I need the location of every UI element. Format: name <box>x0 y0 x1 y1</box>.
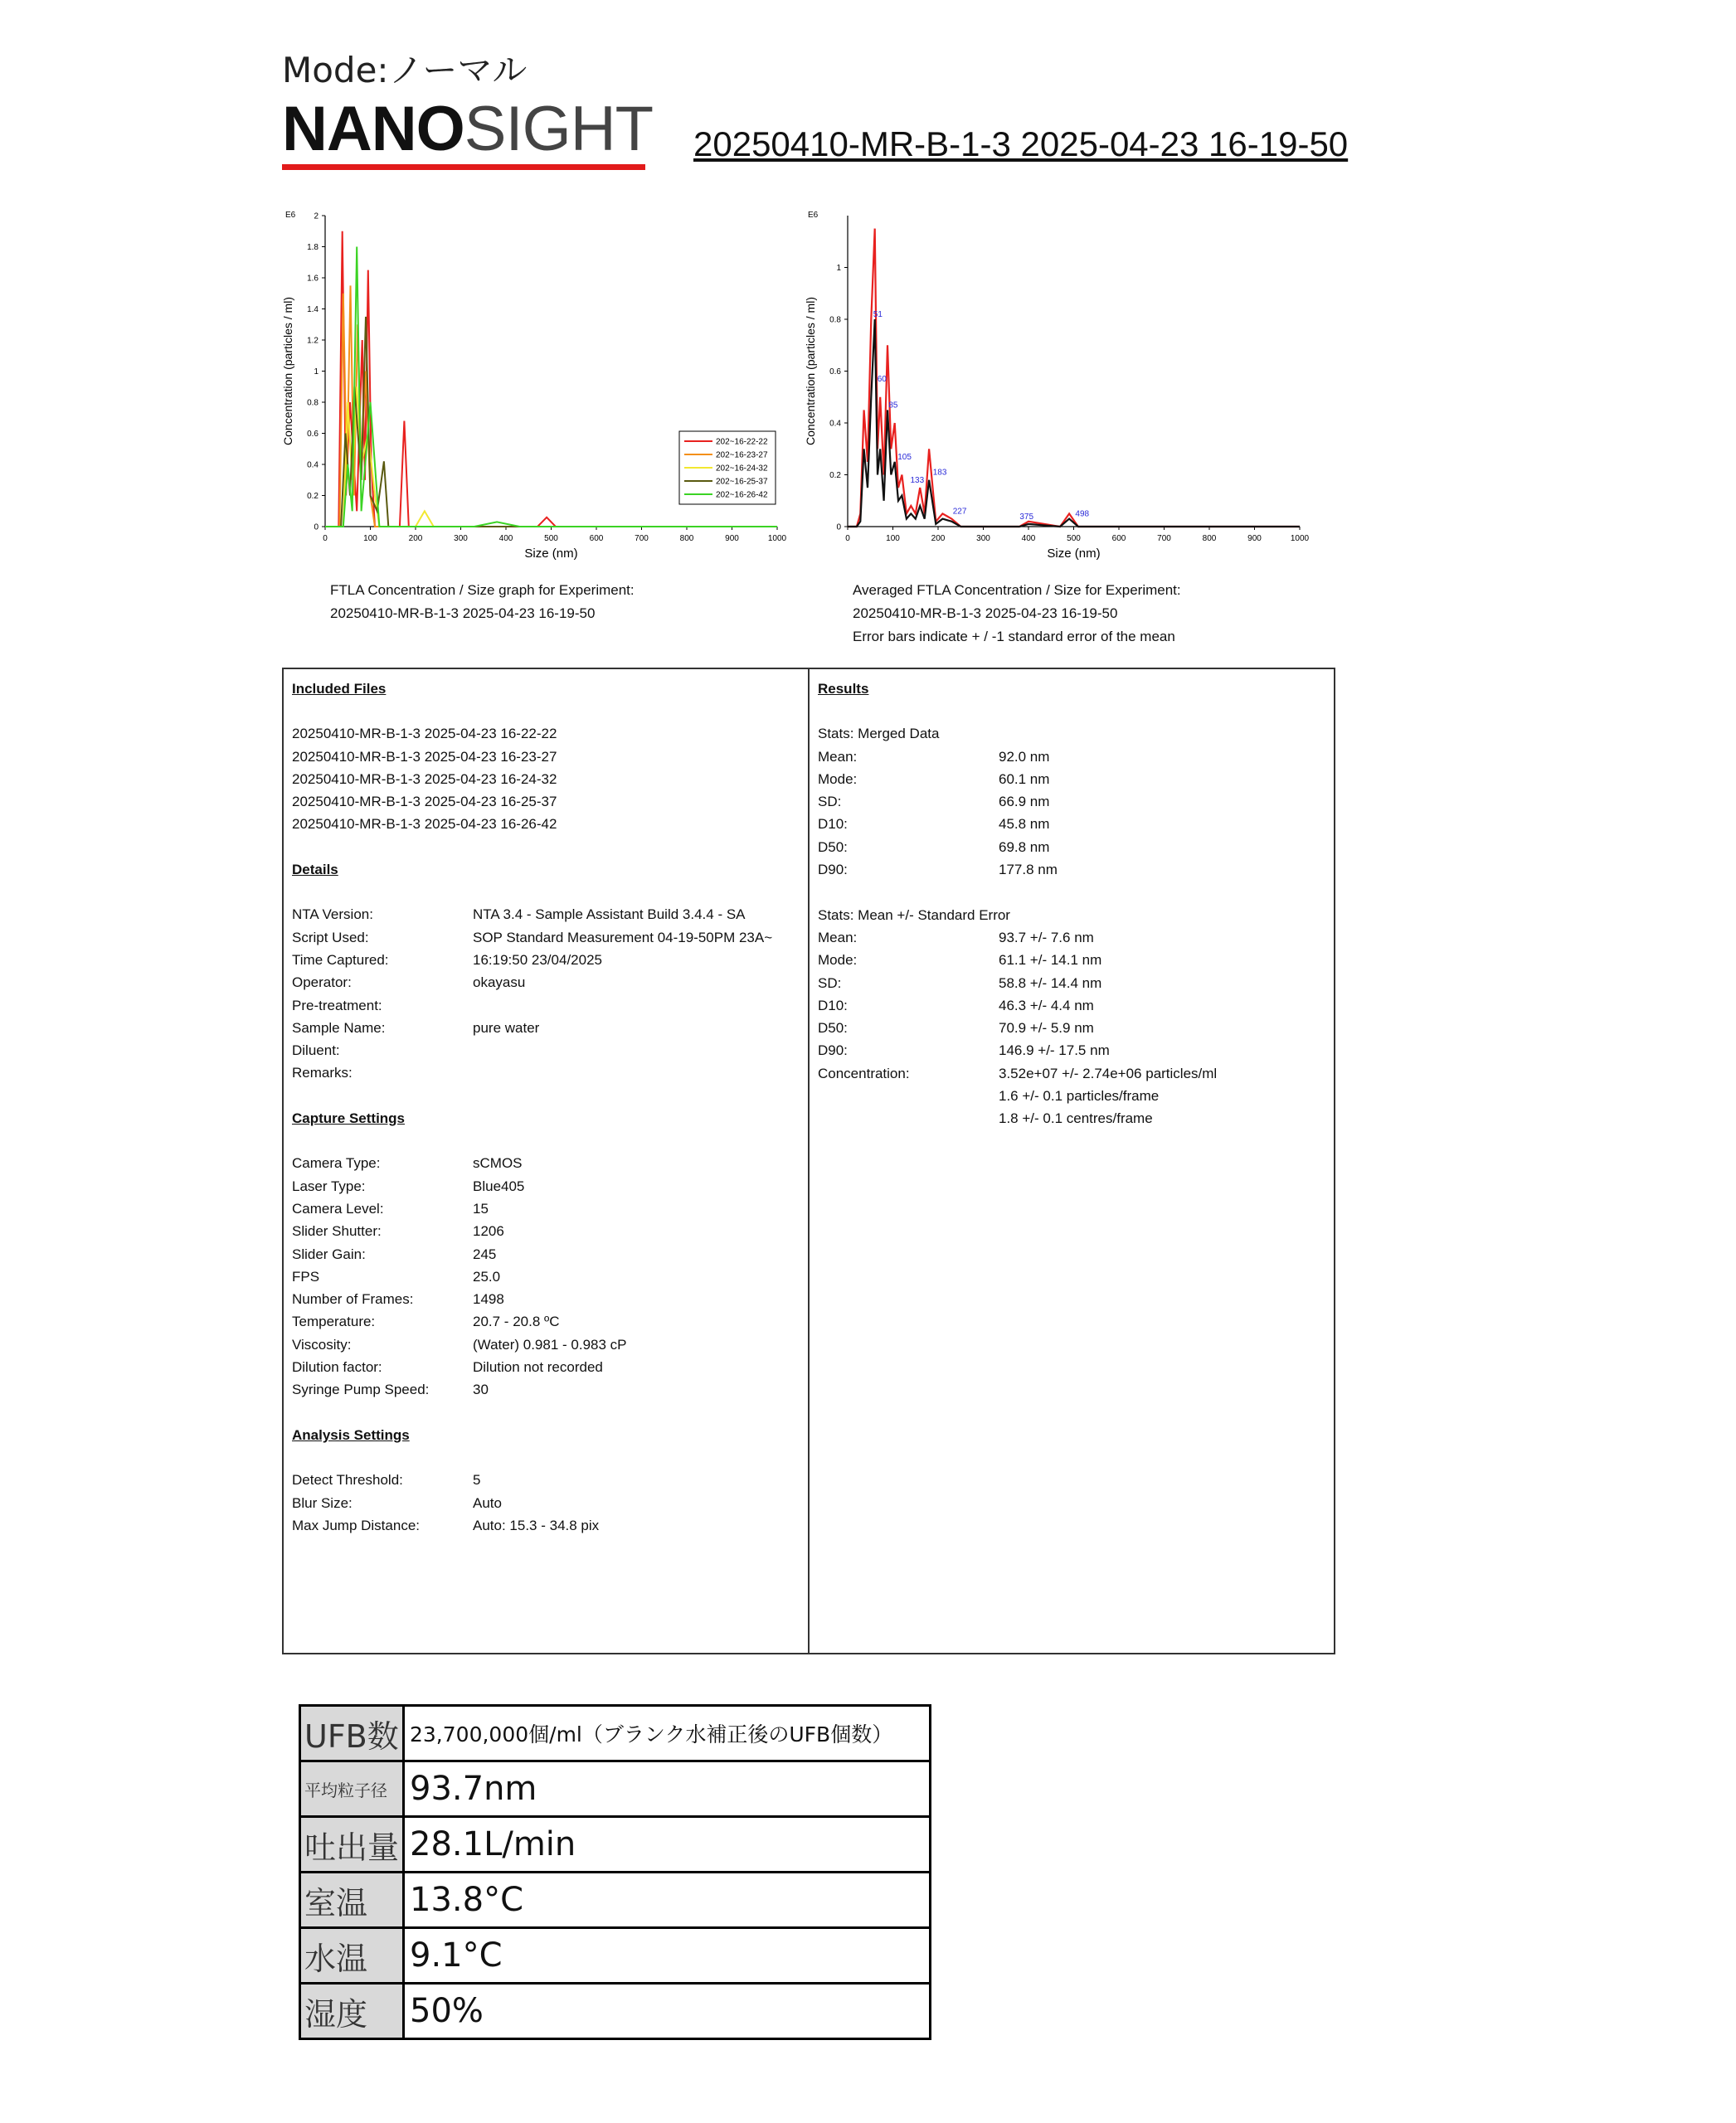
summary-row <box>300 1984 931 2039</box>
summary-value: 9.1°C <box>404 1928 931 1984</box>
info-value: 60.1 nm <box>999 770 1050 787</box>
summary-label: 平均粒子径 <box>300 1761 404 1817</box>
y-tick-label: 0 <box>314 522 319 532</box>
x-tick-label: 400 <box>1021 534 1036 543</box>
x-tick-label: 700 <box>1157 534 1171 543</box>
mse-stats-label: Stats: Mean +/- Standard Error <box>818 906 1010 923</box>
info-key: Remarks: <box>292 1065 353 1081</box>
legend-entry: 202~16-23-27 <box>716 450 768 460</box>
info-row <box>292 1220 798 1242</box>
info-key: D90: <box>818 862 848 878</box>
left-info-column <box>292 678 798 1537</box>
info-row <box>818 768 1324 790</box>
x-tick-label: 1000 <box>767 534 787 543</box>
info-key: Temperature: <box>292 1314 376 1330</box>
info-value: 46.3 +/- 4.4 nm <box>999 997 1094 1013</box>
right-caption-line: Averaged FTLA Concentration / Size for Experiment: <box>853 582 1181 598</box>
info-value: 61.1 +/- 14.1 nm <box>999 952 1102 969</box>
summary-label: 湿度 <box>300 1984 404 2039</box>
x-tick-label: 900 <box>725 534 739 543</box>
included-file: 20250410-MR-B-1-3 2025-04-23 16-25-37 <box>292 794 557 810</box>
y-tick-label: 0.8 <box>307 398 319 408</box>
info-key: FPS <box>292 1268 320 1285</box>
info-key: Sample Name: <box>292 1019 386 1036</box>
legend-entry: 202~16-24-32 <box>716 464 768 474</box>
series-line <box>848 319 1300 527</box>
peak-annotation: 227 <box>952 507 967 517</box>
peak-annotation: 183 <box>932 468 947 478</box>
info-value: 177.8 nm <box>999 862 1058 878</box>
y-axis-label: Concentration (particles / ml) <box>804 297 817 445</box>
left-chart-caption <box>330 579 635 625</box>
x-tick-label: 0 <box>845 534 850 543</box>
right-caption-line: Error bars indicate + / -1 standard error of the mean <box>853 629 1175 644</box>
info-row <box>292 1266 798 1288</box>
info-key: Laser Type: <box>292 1178 366 1194</box>
info-value: sCMOS <box>473 1155 523 1172</box>
info-key: Slider Gain: <box>292 1246 366 1262</box>
info-row <box>292 1175 798 1198</box>
info-key: Syringe Pump Speed: <box>292 1382 430 1398</box>
x-tick-label: 800 <box>679 534 694 543</box>
left-caption-line: FTLA Concentration / Size graph for Experiment: <box>330 582 635 598</box>
capture-settings-title: Capture Settings <box>292 1110 406 1127</box>
x-tick-label: 800 <box>1202 534 1217 543</box>
y-tick-label: 1 <box>314 367 319 377</box>
right-chart-caption <box>853 579 1181 649</box>
info-value: 69.8 nm <box>999 838 1050 855</box>
info-value: 66.9 nm <box>999 794 1050 810</box>
info-row <box>292 1514 798 1537</box>
logo-sight: SIGHT <box>464 94 654 164</box>
info-row <box>818 858 1324 881</box>
info-key: Script Used: <box>292 929 369 945</box>
peak-annotation: 60 <box>877 375 887 385</box>
info-row <box>292 1469 798 1491</box>
info-key: Mode: <box>818 770 858 787</box>
info-row <box>292 1039 798 1062</box>
x-tick-label: 400 <box>498 534 513 543</box>
info-key: SD: <box>818 794 842 810</box>
legend-entry: 202~16-26-42 <box>716 490 768 500</box>
x-tick-label: 600 <box>589 534 604 543</box>
summary-row <box>300 1706 931 1761</box>
info-key: Concentration: <box>818 1065 910 1081</box>
info-row <box>292 1378 798 1401</box>
info-value: Auto: 15.3 - 34.8 pix <box>473 1517 600 1533</box>
info-row <box>292 1310 798 1333</box>
logo-underline <box>282 164 645 170</box>
summary-row <box>300 1873 931 1928</box>
merged-stats-list <box>818 746 1324 882</box>
info-row <box>292 1198 798 1220</box>
info-value: 1.8 +/- 0.1 centres/frame <box>999 1110 1153 1127</box>
capture-settings-list <box>292 1152 798 1401</box>
info-value: 146.9 +/- 17.5 nm <box>999 1042 1110 1059</box>
info-row <box>292 1492 798 1514</box>
peak-annotation: 375 <box>1019 512 1034 522</box>
info-row <box>292 971 798 993</box>
info-key: D90: <box>818 1042 848 1059</box>
info-row <box>292 1334 798 1356</box>
summary-label: 室温 <box>300 1873 404 1928</box>
x-tick-label: 300 <box>976 534 990 543</box>
logo-nano: NANO <box>282 94 464 164</box>
x-tick-label: 0 <box>323 534 328 543</box>
y-tick-label: 1 <box>836 264 841 273</box>
right-info-column <box>818 678 1324 1130</box>
info-row <box>292 926 798 949</box>
info-key: Blur Size: <box>292 1494 353 1511</box>
info-row <box>818 836 1324 858</box>
info-key: NTA Version: <box>292 906 373 923</box>
info-value: 20.7 - 20.8 ºC <box>473 1314 560 1330</box>
info-row <box>292 1062 798 1084</box>
summary-value: 13.8°C <box>404 1873 931 1928</box>
info-key: Slider Shutter: <box>292 1223 382 1240</box>
nanosight-logo <box>282 94 654 164</box>
info-row <box>818 813 1324 835</box>
left-caption-line: 20250410-MR-B-1-3 2025-04-23 16-19-50 <box>330 605 596 621</box>
info-value: 93.7 +/- 7.6 nm <box>999 929 1094 945</box>
peak-annotation: 498 <box>1075 509 1090 519</box>
info-value: SOP Standard Measurement 04-19-50PM 23A~ <box>473 929 773 945</box>
mse-stats-list <box>818 926 1324 1130</box>
info-row <box>292 903 798 925</box>
summary-value: 23,700,000個/ml（ブランク水補正後のUFB個数） <box>404 1706 931 1761</box>
summary-label: 水温 <box>300 1928 404 1984</box>
info-value: 3.52e+07 +/- 2.74e+06 particles/ml <box>999 1065 1218 1081</box>
summary-value: 50% <box>404 1984 931 2039</box>
y-tick-label: 1.6 <box>307 274 319 284</box>
info-value: 5 <box>473 1472 481 1489</box>
merged-stats-label: Stats: Merged Data <box>818 726 940 742</box>
x-tick-label: 200 <box>931 534 946 543</box>
y-tick-label: 0.2 <box>307 492 319 501</box>
info-value: 16:19:50 23/04/2025 <box>473 951 602 968</box>
y-tick-label: 0.4 <box>829 419 841 429</box>
info-row <box>818 926 1324 949</box>
included-files-list <box>292 722 798 835</box>
summary-row <box>300 1761 931 1817</box>
y-tick-label: 1.4 <box>307 305 319 314</box>
info-key: Operator: <box>292 974 352 991</box>
info-row <box>818 949 1324 971</box>
y-multiplier-label: E6 <box>808 211 819 220</box>
x-tick-label: 900 <box>1247 534 1262 543</box>
peak-annotation: 133 <box>910 476 925 485</box>
info-row <box>818 994 1324 1017</box>
x-tick-label: 100 <box>886 534 900 543</box>
concentration-size-chart <box>274 203 805 572</box>
info-value: 1.6 +/- 0.1 particles/frame <box>999 1088 1160 1105</box>
info-row <box>818 790 1324 813</box>
info-value: 245 <box>473 1246 497 1262</box>
analysis-settings-list <box>292 1469 798 1537</box>
info-row <box>818 746 1324 768</box>
info-key: D10: <box>818 997 848 1013</box>
info-key: Detect Threshold: <box>292 1472 403 1489</box>
results-title: Results <box>818 681 869 697</box>
info-row <box>818 1017 1324 1039</box>
y-tick-label: 2 <box>314 211 319 221</box>
legend-entry: 202~16-25-37 <box>716 477 768 487</box>
info-key: Mean: <box>818 748 858 765</box>
info-row <box>292 1152 798 1174</box>
info-key: SD: <box>818 974 842 991</box>
summary-value: 93.7nm <box>404 1761 931 1817</box>
summary-label: 吐出量 <box>300 1817 404 1873</box>
y-tick-label: 0.4 <box>307 460 319 470</box>
info-row <box>818 1085 1324 1107</box>
x-axis-label: Size (nm) <box>524 547 578 561</box>
info-row <box>292 949 798 971</box>
info-key: Number of Frames: <box>292 1291 414 1308</box>
report-title: 20250410-MR-B-1-3 2025-04-23 16-19-50 <box>693 124 1349 163</box>
x-tick-label: 100 <box>363 534 377 543</box>
details-title: Details <box>292 862 338 878</box>
info-value: Blue405 <box>473 1178 525 1194</box>
included-files-title: Included Files <box>292 681 387 697</box>
summary-row <box>300 1928 931 1984</box>
info-value: 30 <box>473 1382 489 1398</box>
info-row <box>292 1356 798 1378</box>
info-row <box>818 1107 1324 1130</box>
summary-label: UFB数 <box>300 1706 404 1761</box>
mode-label: Mode:ノーマル <box>282 50 528 90</box>
info-key: Time Captured: <box>292 951 389 968</box>
info-key: Max Jump Distance: <box>292 1517 420 1533</box>
y-tick-label: 0 <box>836 522 841 532</box>
y-axis-label: Concentration (particles / ml) <box>281 297 294 445</box>
included-file: 20250410-MR-B-1-3 2025-04-23 16-24-32 <box>292 770 557 787</box>
info-row <box>292 1288 798 1310</box>
x-tick-label: 300 <box>454 534 468 543</box>
info-key: D50: <box>818 1020 848 1037</box>
x-tick-label: 700 <box>635 534 649 543</box>
info-value: 92.0 nm <box>999 748 1050 765</box>
x-axis-label: Size (nm) <box>1047 547 1101 561</box>
info-key: D50: <box>818 838 848 855</box>
info-key: Mode: <box>818 952 858 969</box>
info-row <box>818 1039 1324 1062</box>
y-tick-label: 0.8 <box>829 315 841 325</box>
info-row <box>292 1017 798 1039</box>
details-list <box>292 903 798 1084</box>
info-value: 15 <box>473 1200 489 1217</box>
x-tick-label: 600 <box>1111 534 1126 543</box>
y-tick-label: 0.6 <box>307 430 319 439</box>
info-value: okayasu <box>473 974 526 991</box>
info-value: 58.8 +/- 14.4 nm <box>999 974 1102 991</box>
info-value: (Water) 0.981 - 0.983 cP <box>473 1336 627 1353</box>
included-file: 20250410-MR-B-1-3 2025-04-23 16-23-27 <box>292 748 557 765</box>
info-key: Mean: <box>818 929 858 945</box>
info-value: Dilution not recorded <box>473 1359 603 1376</box>
y-tick-label: 1.8 <box>307 243 319 252</box>
summary-value: 28.1L/min <box>404 1817 931 1873</box>
info-key: Viscosity: <box>292 1336 352 1353</box>
info-row <box>292 1243 798 1266</box>
y-tick-label: 1.2 <box>307 336 319 346</box>
summary-row <box>300 1817 931 1873</box>
x-tick-label: 1000 <box>1290 534 1310 543</box>
info-value: 45.8 nm <box>999 816 1050 833</box>
info-value: 70.9 +/- 5.9 nm <box>999 1020 1094 1037</box>
analysis-settings-title: Analysis Settings <box>292 1426 410 1443</box>
info-value: pure water <box>473 1019 540 1036</box>
x-tick-label: 500 <box>544 534 558 543</box>
info-row <box>292 994 798 1017</box>
info-value: Auto <box>473 1494 502 1511</box>
info-row <box>818 1062 1324 1085</box>
included-file: 20250410-MR-B-1-3 2025-04-23 16-22-22 <box>292 726 557 742</box>
info-value: 1206 <box>473 1223 504 1240</box>
x-tick-label: 200 <box>408 534 423 543</box>
right-caption-line: 20250410-MR-B-1-3 2025-04-23 16-19-50 <box>853 605 1118 621</box>
legend-entry: 202~16-22-22 <box>716 437 768 447</box>
peak-annotation: 51 <box>873 310 883 319</box>
averaged-concentration-chart <box>796 203 1327 572</box>
included-file: 20250410-MR-B-1-3 2025-04-23 16-26-42 <box>292 816 557 833</box>
y-tick-label: 0.2 <box>829 471 841 480</box>
info-value: 25.0 <box>473 1268 501 1285</box>
info-key: Camera Type: <box>292 1155 381 1172</box>
y-multiplier-label: E6 <box>285 211 296 220</box>
info-key: Pre-treatment: <box>292 997 382 1013</box>
info-value: 1498 <box>473 1291 504 1308</box>
info-box-divider <box>808 668 810 1654</box>
info-value: NTA 3.4 - Sample Assistant Build 3.4.4 - SA <box>473 906 746 923</box>
y-tick-label: 0.6 <box>829 367 841 377</box>
x-tick-label: 500 <box>1067 534 1081 543</box>
info-row <box>818 972 1324 994</box>
info-key: Camera Level: <box>292 1200 384 1217</box>
summary-table <box>299 1704 931 2040</box>
info-key: Dilution factor: <box>292 1359 382 1376</box>
info-key: Diluent: <box>292 1042 340 1059</box>
peak-annotation: 105 <box>897 452 912 462</box>
info-key: D10: <box>818 816 848 833</box>
peak-annotation: 85 <box>888 401 898 411</box>
